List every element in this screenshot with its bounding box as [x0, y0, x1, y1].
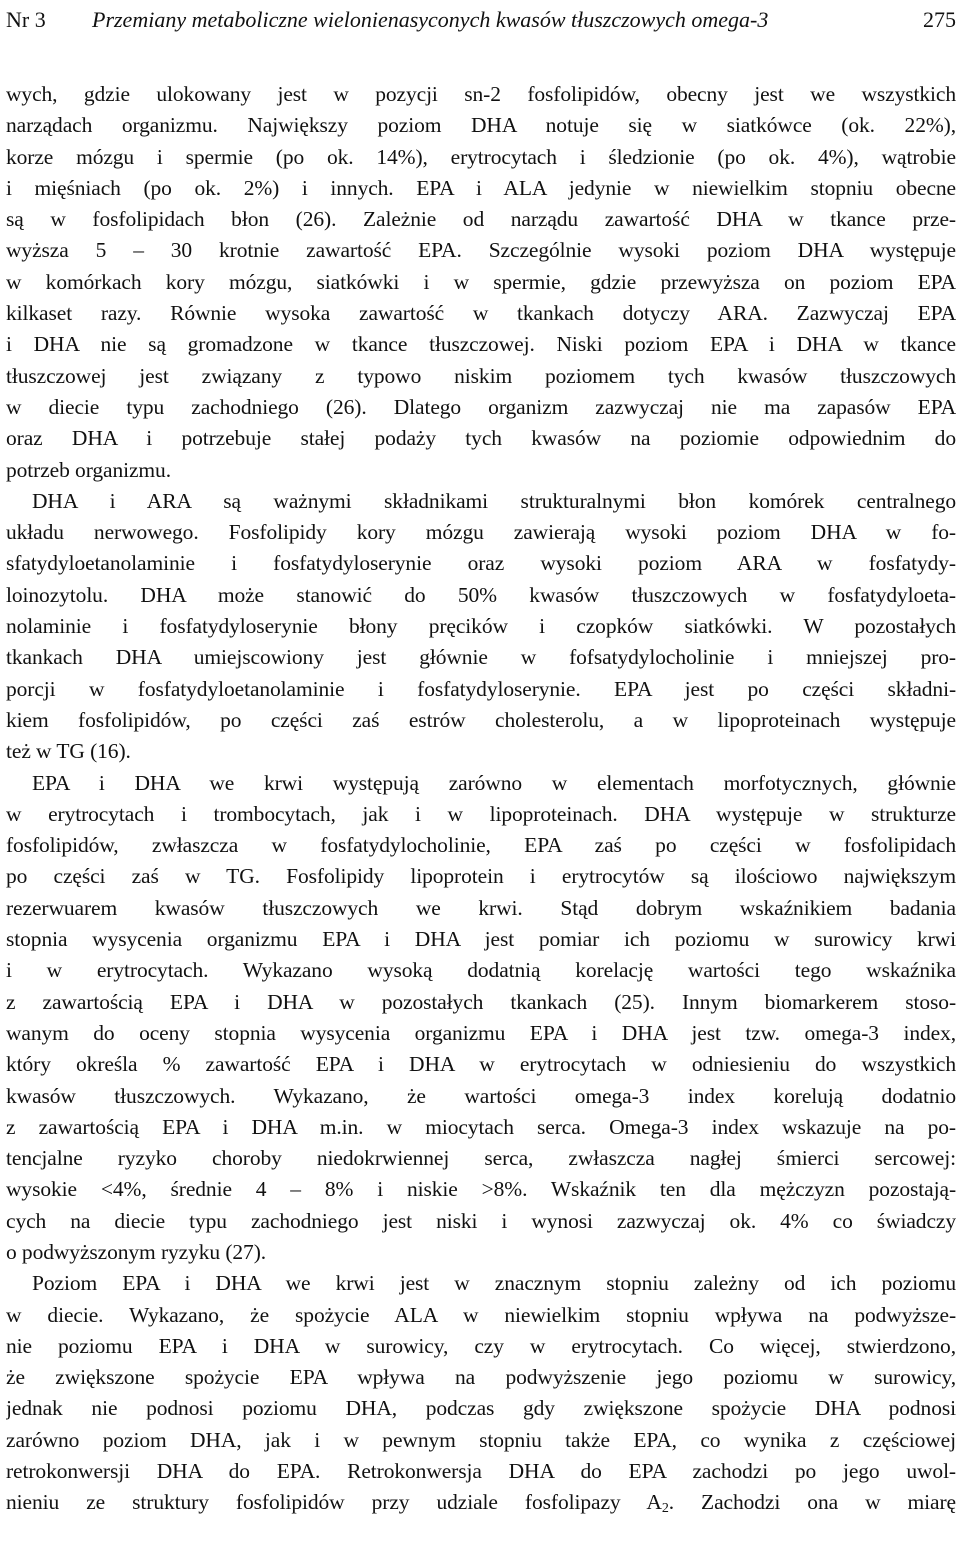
text-line: kilkaset razy. Równie wysoka zawartość w tkankach dotyczy ARA. Zazwyczaj EPA [6, 301, 956, 326]
paragraph [6, 486, 956, 768]
text-line: stopnia wysycenia organizmu EPA i DHA jest pomiar ich poziomu w surowicy krwi [6, 927, 956, 952]
text-line: są w fosfolipidach błon (26). Zależnie od narządu zawartość DHA w tkance prze- [6, 207, 956, 232]
text-line: tkankach DHA umiejscowiony jest głównie w fofsatydylocholinie i mniejszej pro- [6, 645, 956, 670]
text-line: cych na diecie typu zachodniego jest niski i wynosi zazwyczaj ok. 4% co świadczy [6, 1208, 956, 1233]
text-line: narządach organizmu. Największy poziom DHA notuje się w siatkówce (ok. 22%), [6, 113, 956, 138]
text-line: oraz DHA i potrzebuje stałej podaży tych kwasów na poziomie odpowiednim do [6, 426, 956, 451]
text-line: potrzeb organizmu. [6, 457, 171, 482]
text-line: z zawartością EPA i DHA w pozostałych tkankach (25). Innym biomarkerem stoso- [6, 989, 956, 1014]
text-line: rezerwuarem kwasów tłuszczowych we krwi. Stąd dobrym wskaźnikiem badania [6, 895, 956, 920]
text-line: w komórkach kory mózgu, siatkówki i w spermie, gdzie przewyższa on poziom EPA [6, 269, 956, 294]
running-header [6, 4, 956, 36]
text-line: że zwiększone spożycie EPA wpływa na podwyższenie jego poziomu w surowicy, [6, 1365, 956, 1390]
text-line: kiem fosfolipidów, po części zaś estrów cholesterolu, a w lipoproteinach występuje [6, 707, 956, 732]
text-line: i mięśniach (po ok. 2%) i innych. EPA i ALA jedynie w niewielkim stopniu obecne [6, 175, 956, 200]
text-line: układu nerwowego. Fosfolipidy kory mózgu zawierają wysoki poziom DHA w fo- [6, 520, 956, 545]
paragraph [6, 1268, 956, 1518]
text-line: DHA i ARA są ważnymi składnikami strukturalnymi błon komórek centralnego [32, 488, 956, 513]
text-fragment: nieniu ze struktury fosfolipidów przy udziale fosfolipazy A [6, 1490, 662, 1515]
text-line: zarówno poziom DHA, jak i w pewnym stopniu także EPA, co wynika z częściowej [6, 1427, 956, 1452]
text-line: nolaminie i fosfatydyloserynie błony pręcików i czopków siatkówki. W pozostałych [6, 614, 956, 639]
running-title: Przemiany metaboliczne wielonienasyconych kwasów tłuszczowych omega-3 [92, 7, 769, 32]
text-fragment: . Zachodzi ona w miarę [668, 1490, 956, 1515]
page-number: 275 [923, 7, 956, 32]
text-line: w diecie typu zachodniego (26). Dlatego organizm zazwyczaj nie ma zapasów EPA [6, 394, 956, 419]
paragraph [6, 79, 956, 486]
text-line: wyższa 5 – 30 krotnie zawartość EPA. Szczególnie wysoki poziom DHA występuje [6, 238, 956, 263]
text-line: porcji w fosfatydyloetanolaminie i fosfatydyloserynie. EPA jest po części składni- [6, 676, 956, 701]
text-line: tencjalne ryzyko choroby niedokrwiennej serca, zwłaszcza nagłej śmierci sercowej: [6, 1146, 956, 1171]
paragraph [6, 768, 956, 1269]
text-line: EPA i DHA we krwi występują zarówno w elementach morfotycznych, głównie [32, 770, 956, 795]
text-line: sfatydyloetanolaminie i fosfatydyloserynie oraz wysoki poziom ARA w fosfatydy- [6, 551, 956, 576]
text-line: i w erytrocytach. Wykazano wysoką dodatnią korelację wartości tego wskaźnika [6, 958, 956, 983]
text-line: wych, gdzie ulokowany jest w pozycji sn-2 fosfolipidów, obecny jest we wszystkich [6, 82, 956, 106]
text-line: retrokonwersji DHA do EPA. Retrokonwersja DHA do EPA zachodzi po jego uwol- [6, 1459, 956, 1484]
text-line [6, 1487, 956, 1518]
text-line: korze mózgu i spermie (po ok. 14%), erytrocytach i śledzionie (po ok. 4%), wątrobie [6, 144, 956, 169]
text-line: który określa % zawartość EPA i DHA w erytrocytach w odniesieniu do wszystkich [6, 1052, 956, 1077]
text-line: kwasów tłuszczowych. Wykazano, że wartości omega-3 index korelują dodatnio [6, 1083, 956, 1108]
text-line: z zawartością EPA i DHA m.in. w miocytach serca. Omega-3 index wskazuje na po- [6, 1114, 956, 1139]
text-line: wysokie <4%, średnie 4 – 8% i niskie >8%. Wskaźnik ten dla mężczyzn pozostają- [6, 1177, 956, 1202]
text-line: tłuszczowej jest związany z typowo niskim poziomem tych kwasów tłuszczowych [6, 363, 956, 388]
text-line: wanym do oceny stopnia wysycenia organizmu EPA i DHA jest tzw. omega-3 index, [6, 1020, 956, 1045]
document-page [6, 0, 956, 1556]
text-line: w erytrocytach i trombocytach, jak i w lipoproteinach. DHA występuje w strukturze [6, 801, 956, 826]
subscript: 2 [661, 1501, 669, 1517]
text-line: loinozytolu. DHA może stanowić do 50% kwasów tłuszczowych w fosfatydyloeta- [6, 582, 956, 607]
text-line: w diecie. Wykazano, że spożycie ALA w niewielkim stopniu wpływa na podwyższe- [6, 1302, 956, 1327]
text-line: też w TG (16). [6, 739, 131, 764]
text-line: fosfolipidów, zwłaszcza w fosfatydylocholinie, EPA zaś po części w fosfolipidach [6, 833, 956, 858]
body-text [6, 79, 956, 1519]
issue-number: Nr 3 [6, 7, 46, 32]
text-line: jednak nie podnosi poziomu DHA, podczas gdy zwiększone spożycie DHA podnosi [6, 1396, 956, 1421]
text-line: o podwyższonym ryzyku (27). [6, 1239, 267, 1264]
text-line: po części zaś w TG. Fosfolipidy lipoprotein i erytrocytów są ilościowo największym [6, 864, 956, 889]
text-line: nie poziomu EPA i DHA w surowicy, czy w erytrocytach. Co więcej, stwierdzono, [6, 1333, 956, 1358]
text-line: Poziom EPA i DHA we krwi jest w znacznym stopniu zależny od ich poziomu [32, 1271, 956, 1296]
text-line: i DHA nie są gromadzone w tkance tłuszczowej. Niski poziom EPA i DHA w tkance [6, 332, 956, 357]
